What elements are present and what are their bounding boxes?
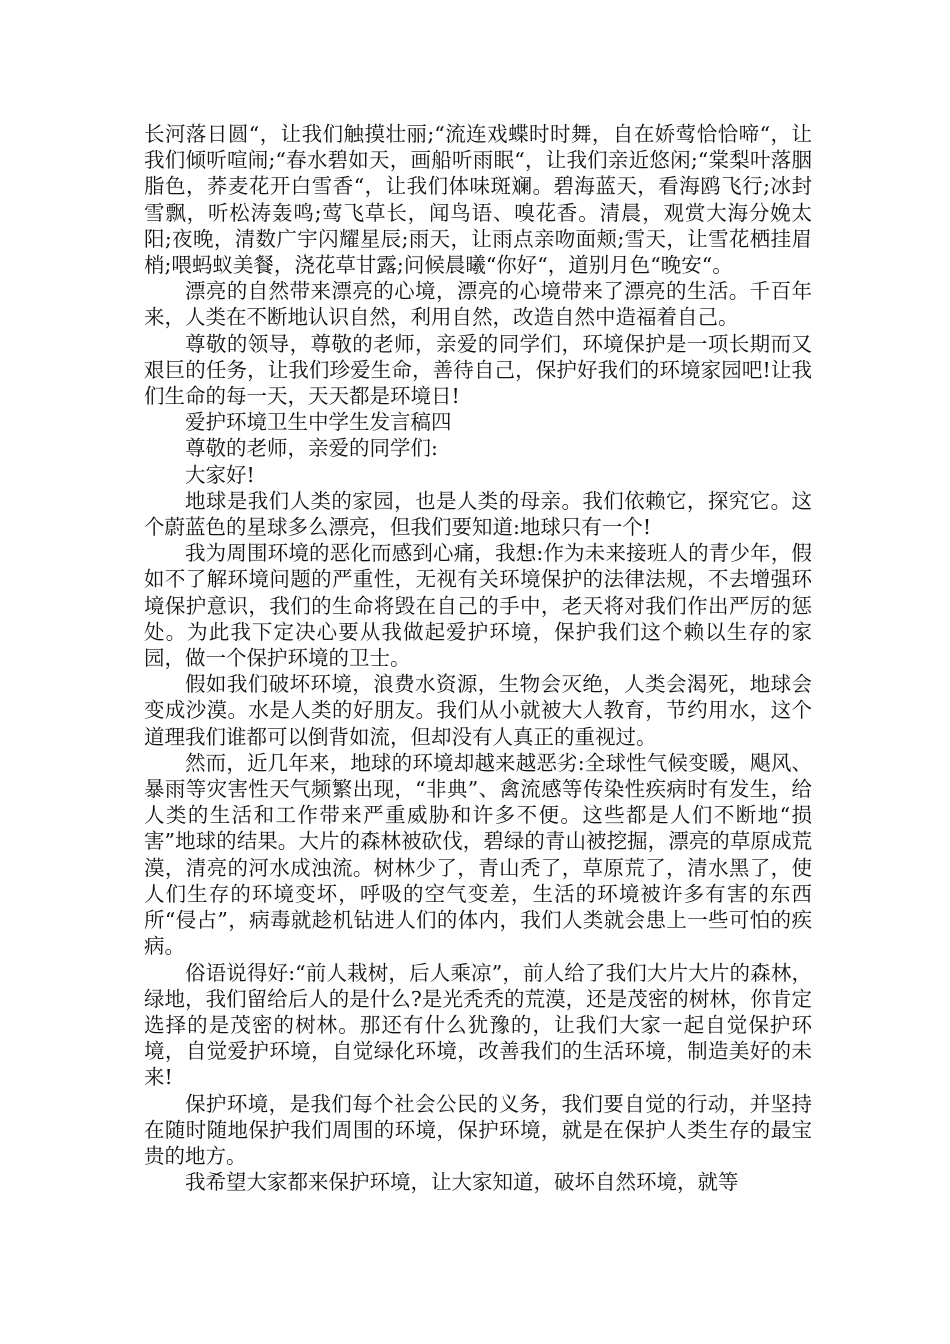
document-body: [144, 121, 812, 1195]
paragraph-10: 然而，近几年来，地球的环境却越来越恶劣:全球性气候变暖，飓风、暴雨等灾害性天气频繁出现，“非典”、禽流感等传染性疾病时有发生，给人类的生活和工作带来严重威胁和许多不便。这些都是人们不断地“损害”地球的结果。大片的森林被砍伐，碧绿的青山被挖掘，漂亮的草原成荒漠，清亮的河水成浊流。树林少了，青山秃了，草原荒了，清水黑了，使人们生存的环境变坏，呼吸的空气变差，生活的环境被许多有害的东西所“侵占”，病毒就趁机钻进人们的体内，我们人类就会患上一些可怕的疾病。: [144, 750, 812, 959]
paragraph-2: 漂亮的自然带来漂亮的心境，漂亮的心境带来了漂亮的生活。千百年来，人类在不断地认识自然，利用自然，改造自然中造福着自己。: [144, 279, 812, 330]
paragraph-9: 假如我们破坏环境，浪费水资源，生物会灭绝，人类会渴死，地球会变成沙漠。水是人类的好朋友。我们从小就被大人教育，节约用水，这个道理我们谁都可以倒背如流，但却没有人真正的重视过。: [144, 672, 812, 749]
paragraph-8: 我为周围环境的恶化而感到心痛，我想:作为未来接班人的青少年，假如不了解环境问题的严重性，无视有关环境保护的法律法规，不去增强环境保护意识，我们的生命将毁在自己的手中，老天将对我们作出严厉的惩处。为此我下定决心要从我做起爱护环境，保护我们这个赖以生存的家园，做一个保护环境的卫士。: [144, 541, 812, 671]
salutation: 尊敬的老师，亲爱的同学们:: [185, 436, 438, 461]
paragraph-11: 俗语说得好:“前人栽树，后人乘凉”，前人给了我们大片大片的森林，绿地，我们留给后人的是什么?是光秃秃的荒漠，还是茂密的树林，你肯定选择的是茂密的树林。那还有什么犹豫的，让我们大家一起自觉保护环境，自觉爱护环境，自觉绿化环境，改善我们的生活环境，制造美好的未来!: [144, 960, 812, 1090]
paragraph-1: 长河落日圆“，让我们触摸壮丽;“流连戏蝶时时舞，自在娇莺恰恰啼“，让我们倾听喧闹;“春水碧如天，画船听雨眠“，让我们亲近悠闲;“棠梨叶落胭脂色，荞麦花开白雪香“，让我们体味斑斓。碧海蓝天，看海鸥飞行;冰封雪飘，听松涛轰鸣;莺飞草长，闻鸟语、嗅花香。清晨，观赏大海分娩太阳;夜晚，清数广宇闪耀星辰;雨天，让雨点亲吻面颊;雪天，让雪花栖挂眉梢;喂蚂蚁美餐，浇花草甘露;问候晨曦“你好“，道别月色“晚安“。: [144, 122, 812, 278]
paragraph-7: 地球是我们人类的家园，也是人类的母亲。我们依赖它，探究它。这个蔚蓝色的星球多么漂亮，但我们要知道:地球只有一个!: [144, 488, 812, 540]
paragraph-12: 保护环境，是我们每个社会公民的义务，我们要自觉的行动，并坚持在随时随地保护我们周围的环境，保护环境，就是在保护人类生存的最宝贵的地方。: [144, 1091, 812, 1168]
paragraph-13: 我希望大家都来保护环境，让大家知道，破坏自然环境，就等: [185, 1170, 739, 1195]
greeting: 大家好!: [185, 462, 255, 487]
section-heading: 爱护环境卫生中学生发言稿四: [185, 410, 452, 435]
paragraph-3: 尊敬的领导，尊敬的老师，亲爱的同学们，环境保护是一项长期而又艰巨的任务，让我们珍爱生命，善待自己，保护好我们的环境家园吧!让我们生命的每一天，天天都是环境日!: [144, 331, 812, 409]
